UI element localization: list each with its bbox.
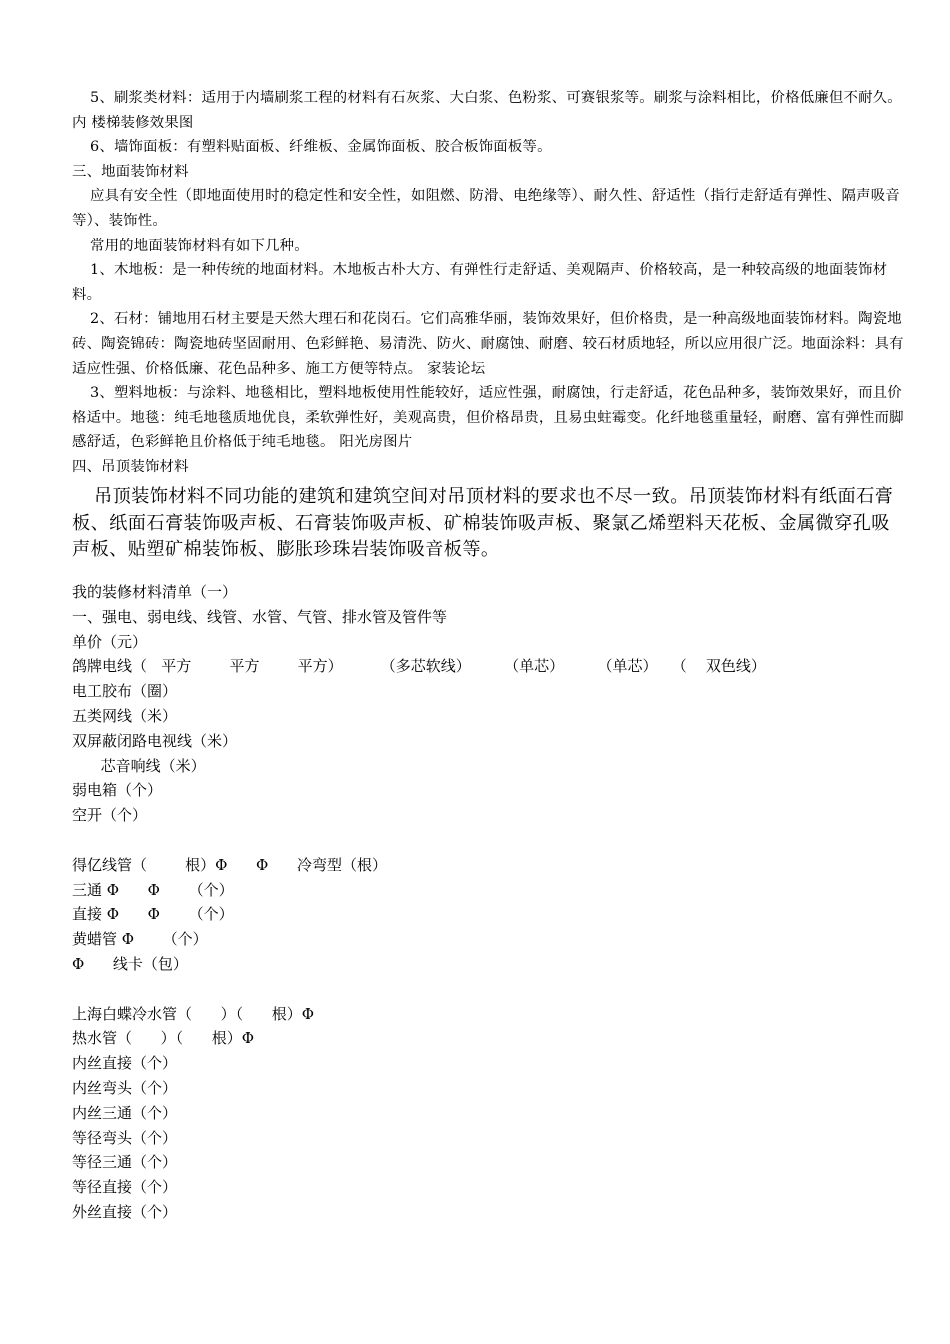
- list-item: 双屏蔽闭路电视线（米）: [72, 731, 238, 750]
- list-item: 热水管（ ）（ 根）Φ: [72, 1029, 255, 1048]
- list-item: 等径弯头（个）: [72, 1128, 178, 1147]
- list-item: 鸽牌电线（ 平方 平方 平方） （多芯软线） （单芯） （单芯） （ 双色线）: [72, 657, 766, 676]
- spacer: [72, 828, 906, 853]
- list-item: 直接 Φ Φ （个）: [72, 905, 234, 924]
- list-item: 得亿线管（ 根）Φ Φ 冷弯型（根）: [72, 855, 387, 874]
- paragraph-wood-floor: 1、木地板：是一种传统的地面材料。木地板古朴大方、有弹性行走舒适、美观隔声、价格较高，是一种较高级的地面装饰材料。: [72, 262, 888, 303]
- paragraph-plastic-floor: 3、塑料地板：与涂料、地毯相比，塑料地板使用性能较好，适应性强，耐腐蚀，行走舒适，花色品种多，装饰效果好，而且价格适中。地毯：纯毛地毯质地优良，柔软弹性好，美观高贵，但价格昂贵，且易虫蛀霉变。化纤地毯重量轻，耐磨、富有弹性而脚感舒适，色彩鲜艳且价格低于纯毛地毯。 阳光房图片: [72, 385, 904, 451]
- paragraph-ceiling-materials: 吊顶装饰材料不同功能的建筑和建筑空间对吊顶材料的要求也不尽一致。吊顶装饰材料有纸面石膏板、纸面石膏装饰吸声板、石膏装饰吸声板、矿棉装饰吸声板、聚氯乙烯塑料天花板、金属微穿孔吸声板、贴塑矿棉装饰板、膨胀珍珠岩装饰吸音板等。: [72, 486, 894, 560]
- list-item: 电工胶布（圈）: [72, 682, 178, 701]
- list-item: 内丝直接（个）: [72, 1054, 178, 1073]
- list-item: 单价（元）: [72, 632, 148, 651]
- list-item: 内丝弯头（个）: [72, 1078, 178, 1097]
- materials-section: [72, 86, 906, 480]
- list-item: 内丝三通（个）: [72, 1103, 178, 1122]
- list-item: 等径三通（个）: [72, 1153, 178, 1172]
- list-item: Φ 线卡（包）: [72, 954, 188, 973]
- paragraph-wall-panels: 6、墙饰面板：有塑料贴面板、纤维板、金属饰面板、胶合板饰面板等。: [90, 139, 552, 156]
- list-item: 三通 Φ Φ （个）: [72, 880, 234, 899]
- list-item: 等径直接（个）: [72, 1178, 178, 1197]
- list-item: 黄蜡管 Φ （个）: [72, 930, 208, 949]
- heading-ceiling-materials: 四、吊顶装饰材料: [72, 458, 189, 475]
- paragraph-floor-types-intro: 常用的地面装饰材料有如下几种。: [90, 237, 309, 254]
- paragraph-floor-requirements: 应具有安全性（即地面使用时的稳定性和安全性，如阻燃、防滑、电绝缘等）、耐久性、舒适性（指行走舒适有弹性、隔声吸音等）、装饰性。: [72, 188, 900, 229]
- list-item: 弱电箱（个）: [72, 781, 163, 800]
- material-list: [72, 580, 906, 1225]
- list-title: 我的装修材料清单（一）: [72, 583, 238, 601]
- list-item: 芯音响线（米）: [72, 756, 206, 775]
- heading-floor-materials: 三、地面装饰材料: [72, 163, 189, 180]
- list-subtitle: 一、强电、弱电线、线管、水管、气管、排水管及管件等: [72, 607, 448, 626]
- list-item: 空开（个）: [72, 806, 148, 825]
- list-item: 上海白蝶冷水管（ ）（ 根）Φ: [72, 1004, 315, 1023]
- spacer: [72, 977, 906, 1002]
- list-item: 五类网线（米）: [72, 706, 178, 725]
- paragraph-brush-paint: 5、刷浆类材料：适用于内墙刷浆工程的材料有石灰浆、大白浆、色粉浆、可赛银浆等。刷浆与涂料相比，价格低廉但不耐久。内 楼梯装修效果图: [72, 90, 902, 131]
- paragraph-stone: 2、石材：铺地用石材主要是天然大理石和花岗石。它们高雅华丽，装饰效果好，但价格贵，是一种高级地面装饰材料。陶瓷地砖、陶瓷锦砖：陶瓷地砖坚固耐用、色彩鲜艳、易清洗、防火、耐腐蚀、耐磨、较石材质地轻，所以应用很广泛。地面涂料：具有适应性强、价格低廉、花色品种多、施工方便等特点。 家装论坛: [72, 311, 904, 377]
- list-item: 外丝直接（个）: [72, 1202, 178, 1221]
